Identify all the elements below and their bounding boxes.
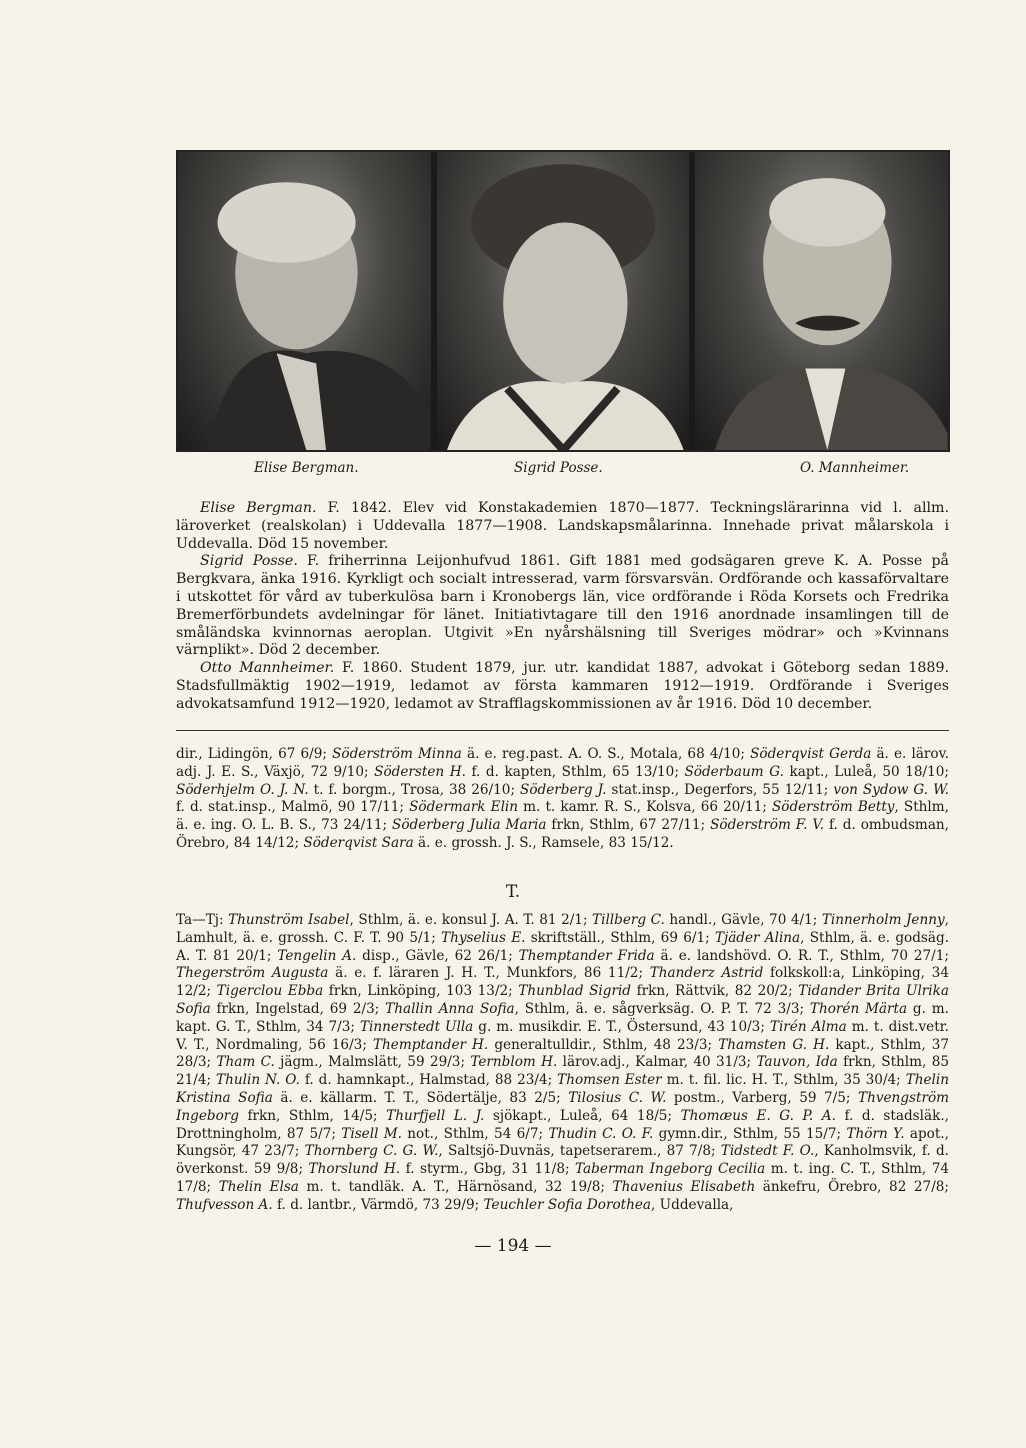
obituary-list-t bbox=[176, 912, 949, 1215]
portrait-otto-mannheimer bbox=[695, 152, 948, 450]
bio-name: Elise Bergman. bbox=[200, 500, 317, 516]
caption-elise-bergman: Elise Bergman. bbox=[254, 460, 359, 476]
portrait-plate bbox=[176, 150, 950, 452]
bio-text: F. friherrinna Leijonhufvud 1861. Gift 1881 med godsägaren greve K. A. Posse på Bergkvara, änka 1916. Kyrkligt och socialt intresserad, varm försvarsvän. Ordförande och kassaförvaltare i utskottet för vård av tuberkulösa barn i Kronobergs län, vice ordförande i Röda Korsets och Fredrika Bremerförbundets avdelningar för länet. Initiativtagare till den 1916 anordnade insamlingen till de småländska kvinnornas aeroplan. Utgivit »En nyårshälsning till Sveriges mödrar» och »Kvinnans värnplikt». Död 2 december. bbox=[176, 553, 949, 659]
bio-sigrid-posse bbox=[176, 553, 949, 660]
portrait-elise-bergman bbox=[178, 152, 431, 450]
bio-text: F. 1842. Elev vid Konstakademien 1870—1877. Teckningslärarinna vid l. allm. läroverket (realskolan) i Uddevalla 1877—1908. Landskapsmålarinna. Innehade privat målarskola i Uddevalla. Död 15 november. bbox=[176, 500, 949, 552]
obituary-list-s bbox=[176, 746, 949, 853]
caption-o-mannheimer: O. Mannheimer. bbox=[800, 460, 910, 476]
bio-elise-bergman bbox=[176, 500, 949, 553]
bio-text: F. 1860. Student 1879, jur. utr. kandidat 1887, advokat i Göteborg sedan 1889. Stadsfullmäktig 1902—1919, ledamot av första kammaren 1912—1919. Ordförande i Sveriges advokatsamfund 1912—1920, ledamot av Strafflagskommissionen av år 1916. Död 10 december. bbox=[176, 660, 949, 712]
caption-sigrid-posse: Sigrid Posse. bbox=[514, 460, 603, 476]
divider bbox=[176, 730, 949, 731]
portrait-captions bbox=[176, 460, 946, 480]
obituary-entries: Ta—Tj: Thunström Isabel, Sthlm, ä. e. konsul J. A. T. 81 2/1; Tillberg C. handl., Gävle, 70 4/1; Tinnerholm Jenny, Lamhult, ä. e. grossh. C. F. T. 90 5/1; Thyselius E. skriftställ., Sthlm, 69 6/1; Tjäder Alina, Sthlm, ä. e. godsäg. A. T. 81 20/1; Tengelin A. disp., Gävle, 62 26/1; Themptander Frida ä. e. landshövd. O. R. T., Sthlm, 70 27/1; Thegerström Augusta ä. e. f. läraren J. H. T., Munkfors, 86 11/2; Thanderz Astrid folkskoll:a, Linköping, 34 12/2; Tigerclou Ebba frkn, Linköping, 103 13/2; Thunblad Sigrid frkn, Rättvik, 82 20/2; Tidander Brita Ulrika Sofia frkn, Ingelstad, 69 2/3; Thallin Anna Sofia, Sthlm, ä. e. sågverksäg. O. P. T. 72 3/3; Thorén Märta g. m. kapt. G. T., Sthlm, 34 7/3; Tinnerstedt Ulla g. m. musikdir. E. T., Östersund, 43 10/3; Tirén Alma m. t. dist.vetr. V. T., Nordmaling, 56 16/3; Themptander H. generaltulldir., Sthlm, 48 23/3; Thamsten G. H. kapt., Sthlm, 37 28/3; Tham C. jägm., Malmslätt, 59 29/3; Ternblom H. lärov.adj., Kalmar, 40 31/3; Tauvon, Ida frkn, Sthlm, 85 21/4; Thulin N. O. f. d. hamnkapt., Halmstad, 88 23/4; Thomsen Ester m. t. fil. lic. H. T., Sthlm, 35 30/4; Thelin Kristina Sofia ä. e. källarm. T. T., Södertälje, 83 2/5; Tilosius C. W. postm., Varberg, 59 7/5; Thvengström Ingeborg frkn, Sthlm, 14/5; Thurfjell L. J. sjökapt., Luleå, 64 18/5; Thomæus E. G. P. A. f. d. stadsläk., Drottningholm, 87 5/7; Tisell M. not., Sthlm, 54 6/7; Thudin C. O. F. gymn.dir., Sthlm, 55 15/7; Thörn Y. apot., Kungsör, 47 23/7; Thornberg C. G. W., Saltsjö-Duvnäs, tapetserarem., 87 7/8; Tidstedt F. O., Kanholmsvik, f. d. överkonst. 59 9/8; Thorslund H. f. styrm., Gbg, 31 11/8; Taberman Ingeborg Cecilia m. t. ing. C. T., Sthlm, 74 17/8; Thelin Elsa m. t. tandläk. A. T., Härnösand, 32 19/8; Thavenius Elisabeth änkefru, Örebro, 82 27/8; Thufvesson A. f. d. lantbr., Värmdö, 73 29/9; Teuchler Sofia Dorothea, Uddevalla, bbox=[176, 912, 950, 1213]
bio-otto-mannheimer bbox=[176, 660, 949, 713]
biographies bbox=[176, 500, 949, 714]
portrait-sigrid-posse bbox=[437, 152, 690, 450]
section-heading: T. bbox=[505, 882, 521, 902]
bio-name: Sigrid Posse. bbox=[200, 553, 298, 570]
page-number: — 194 — bbox=[474, 1236, 552, 1256]
bio-name: Otto Mannheimer. bbox=[200, 660, 335, 677]
obituary-entries: dir., Lidingön, 67 6/9; Söderström Minna ä. e. reg.past. A. O. S., Motala, 68 4/10; Söderqvist Gerda ä. e. lärov. adj. J. E. S., Växjö, 72 9/10; Södersten H. f. d. kapten, Sthlm, 65 13/10; Söderbaum G. kapt., Luleå, 50 18/10; Söderhjelm O. J. N. t. f. borgm., Trosa, 38 26/10; Söderberg J. stat.insp., Degerfors, 55 12/11; von Sydow G. W. f. d. stat.insp., Malmö, 90 17/11; Södermark Elin m. t. kamr. R. S., Kolsva, 66 20/11; Söderström Betty, Sthlm, ä. e. ing. O. L. B. S., 73 24/11; Söderberg Julia Maria frkn, Sthlm, 67 27/11; Söderström F. V. f. d. ombudsman, Örebro, 84 14/12; Söderqvist Sara ä. e. grossh. J. S., Ramsele, 83 15/12. bbox=[176, 746, 949, 851]
